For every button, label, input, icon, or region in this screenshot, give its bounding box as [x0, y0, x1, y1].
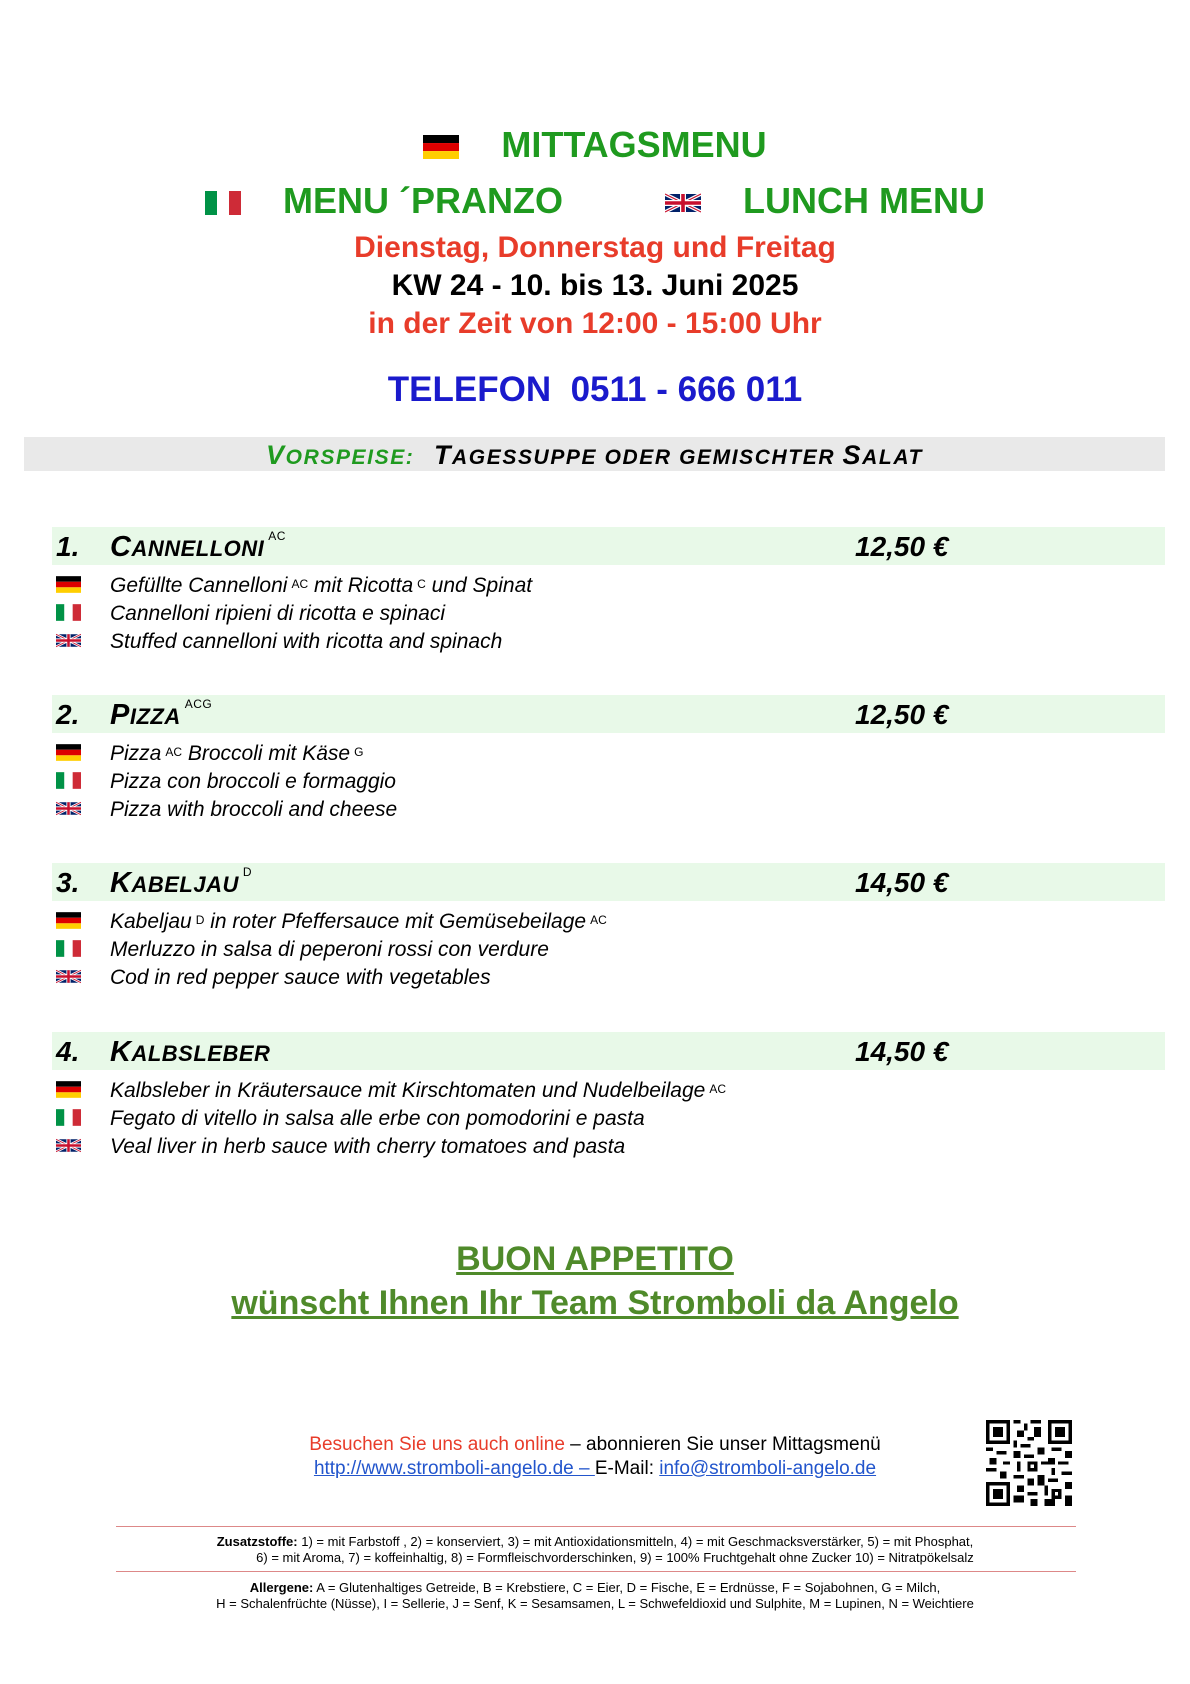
uk-flag-icon — [56, 800, 81, 817]
dish-number: 2. — [56, 699, 80, 730]
qr-code-icon — [986, 1420, 1072, 1506]
german-flag-icon — [423, 135, 459, 159]
week-line: KW 24 - 10. bis 13. Juni 2025 — [391, 269, 799, 302]
dish-number: 4. — [56, 1036, 80, 1067]
divider-2 — [116, 1571, 1076, 1572]
title-de: MITTAGSMENU — [501, 124, 767, 165]
uk-flag-icon — [56, 632, 81, 649]
dish-desc-de: Pizza $^{AC}$ Broccoli mit Käse $^G$ — [52, 738, 1165, 766]
email-link[interactable]: info@stromboli-angelo.de — [659, 1458, 877, 1479]
dish-desc-it: Cannelloni ripieni di ricotta e spinaci — [52, 598, 1165, 626]
phone-line: TELEFON 0511 - 666 011 — [387, 370, 803, 409]
additives-note: Zusatzstoffe: 1) = mit Farbstoff , 2) = konserviert, 3) = mit Antioxidationsmitteln, 4) = mit Geschmacksverstärker, 5) = mit Phosphat, 6) = mit Aroma, 7) = koffeinhaltig, 8) = Formfleischvorderschinken, 9) = 100% Fruchtgehalt ohne Zucker 10) = Nitratpökelsalz — [216, 1534, 974, 1565]
dish-price: 12,50 € — [855, 531, 949, 562]
closing-line-1: BUON APPETITO — [456, 1240, 734, 1278]
uk-flag-icon — [665, 191, 701, 215]
dish-desc-it: Pizza con broccoli e formaggio — [52, 766, 1165, 794]
starter-bar: VORSPEISE: TAGESSUPPE ODER GEMISCHTER SALAT — [24, 437, 1165, 471]
dish-desc-en: Cod in red pepper sauce with vegetables — [52, 962, 1165, 990]
german-flag-icon — [56, 744, 81, 761]
german-flag-icon — [56, 1081, 81, 1098]
dish-header — [52, 1032, 1165, 1070]
german-flag-icon — [56, 912, 81, 929]
dish-desc-en: Veal liver in herb sauce with cherry tomatoes and pasta — [52, 1131, 1165, 1159]
dish-1 — [52, 527, 1165, 654]
dish-header — [52, 695, 1165, 733]
website-link[interactable]: http://www.stromboli-angelo.de – — [313, 1458, 595, 1479]
italian-flag-icon — [56, 604, 81, 621]
title-it: MENU ´PRANZO — [283, 180, 563, 221]
title-it-en-row — [0, 180, 1190, 222]
dish-desc-it: Fegato di vitello in salsa alle erbe con pomodorini e pasta — [52, 1103, 1165, 1131]
dish-name: CANNELLONI $^{AC}$ — [110, 529, 286, 563]
dish-desc-de: Kabeljau $^D$ in roter Pfeffersauce mit Gemüsebeilage $^{AC}$ — [52, 906, 1165, 934]
title-de-row — [0, 124, 1190, 166]
dish-desc-de: Gefüllte Cannelloni $^{AC}$ mit Ricotta $^C$ und Spinat — [52, 570, 1165, 598]
dish-price: 12,50 € — [855, 699, 949, 730]
title-en: LUNCH MENU — [743, 180, 986, 221]
closing-line-2: wünscht Ihnen Ihr Team Stromboli da Angelo — [231, 1284, 959, 1322]
allergens-note: Allergene: A = Glutenhaltiges Getreide, B = Krebstiere, C = Eier, D = Fische, E = Erdnüsse, F = Sojabohnen, G = Milch, H = Schalenfrüchte (Nüsse), I = Sellerie, J = Senf, K = Sesamsamen, L = Schwefeldioxid und Sulphite, M = Lupinen, N = Weichtiere — [216, 1580, 974, 1611]
dish-desc-en: Pizza with broccoli and cheese — [52, 794, 1165, 822]
dish-desc-en: Stuffed cannelloni with ricotta and spinach — [52, 626, 1165, 654]
german-flag-icon — [56, 576, 81, 593]
dish-desc-it: Merluzzo in salsa di peperoni rossi con verdure — [52, 934, 1165, 962]
dish-number: 1. — [56, 531, 80, 562]
divider-1 — [116, 1526, 1076, 1527]
italian-flag-icon — [56, 772, 81, 789]
dish-desc-de: Kalbsleber in Kräutersauce mit Kirschtomaten und Nudelbeilage $^{AC}$ — [52, 1075, 1165, 1103]
dish-name: PIZZA $^{ACG}$ — [110, 697, 213, 731]
days-line: Dienstag, Donnerstag und Freitag — [354, 231, 836, 264]
dish-price: 14,50 € — [855, 867, 949, 898]
italian-flag-icon — [56, 1109, 81, 1126]
dish-header — [52, 863, 1165, 901]
dish-name: KABELJAU $^D$ — [110, 865, 253, 899]
dish-3 — [52, 863, 1165, 990]
italian-flag-icon — [56, 940, 81, 957]
uk-flag-icon — [56, 968, 81, 985]
dish-2 — [52, 695, 1165, 822]
dish-name: KALBSLEBER — [110, 1036, 271, 1068]
uk-flag-icon — [56, 1137, 81, 1154]
time-line: in der Zeit von 12:00 - 15:00 Uhr — [368, 307, 822, 340]
dish-price: 14,50 € — [855, 1036, 949, 1067]
dish-number: 3. — [56, 867, 80, 898]
footer-visit: Besuchen Sie uns auch online – abonnieren Sie unser Mittagsmenü — [309, 1434, 881, 1455]
footer-contact: http://www.stromboli-angelo.de – E-Mail: info@stromboli-angelo.de — [313, 1458, 877, 1479]
dish-4 — [52, 1032, 1165, 1159]
dish-header — [52, 527, 1165, 565]
italian-flag-icon — [205, 191, 241, 215]
